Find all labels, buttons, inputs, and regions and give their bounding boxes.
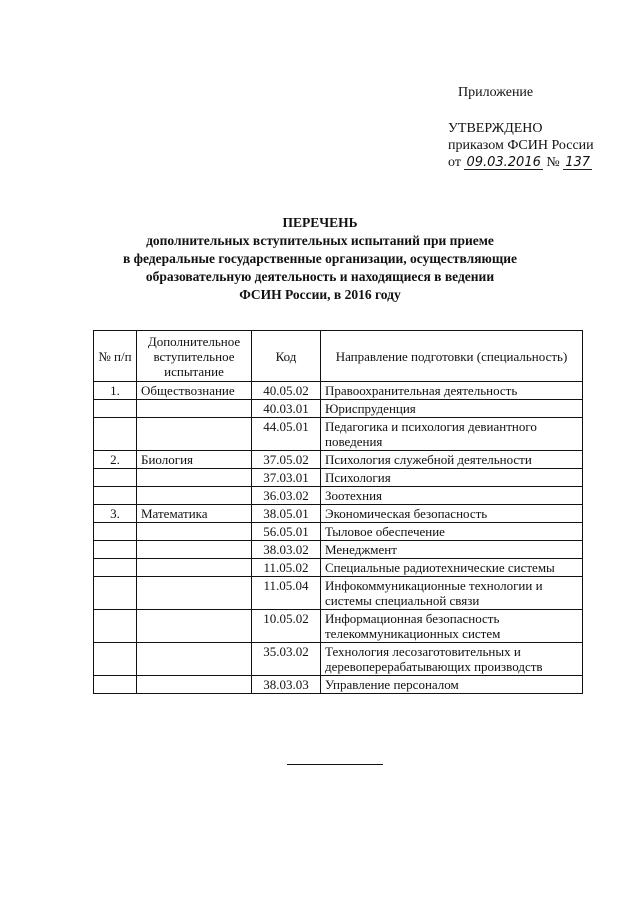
footer-divider <box>287 764 383 765</box>
header-num: № п/п <box>94 331 137 382</box>
title-line-3: в федеральные государственные организации, осуществляющие <box>122 251 518 266</box>
document-title <box>100 214 540 304</box>
row-code: 35.03.02 <box>252 643 321 676</box>
title-line-4: образовательную деятельность и находящиеся в ведении <box>145 269 495 284</box>
table-row <box>94 469 583 487</box>
table-row <box>94 577 583 610</box>
row-code: 36.03.02 <box>252 487 321 505</box>
row-code: 56.05.01 <box>252 523 321 541</box>
row-direction: Психология служебной деятельности <box>321 451 583 469</box>
appendix-label: Приложение <box>458 85 534 100</box>
table-row <box>94 487 583 505</box>
row-direction: Тыловое обеспечение <box>321 523 583 541</box>
row-direction: Юриспруденция <box>321 400 583 418</box>
table-row <box>94 400 583 418</box>
row-direction: Управление персоналом <box>321 676 583 694</box>
table-row <box>94 610 583 643</box>
row-code: 11.05.04 <box>252 577 321 610</box>
row-code: 10.05.02 <box>252 610 321 643</box>
table-row <box>94 541 583 559</box>
header-exam: Дополнительное вступительное испытание <box>137 331 252 382</box>
table-row <box>94 505 583 523</box>
table-row <box>94 643 583 676</box>
title-line-5: ФСИН России, в 2016 году <box>239 287 401 302</box>
row-code: 37.03.01 <box>252 469 321 487</box>
row-exam: Биология <box>137 451 252 469</box>
row-code: 38.03.03 <box>252 676 321 694</box>
table-header-row <box>94 331 583 382</box>
table-row <box>94 676 583 694</box>
order-date: 09.03.2016 <box>466 155 541 170</box>
table-row <box>94 523 583 541</box>
title-line-2: дополнительных вступительных испытаний при приеме <box>146 233 494 248</box>
row-direction: Правоохранительная деятельность <box>321 382 583 400</box>
row-direction: Специальные радиотехнические системы <box>321 559 583 577</box>
exams-table <box>93 330 583 694</box>
row-direction: Педагогика и психология девиантного поведения <box>321 418 583 451</box>
table-row <box>94 559 583 577</box>
order-number-prefix: № <box>546 155 560 170</box>
order-date-line <box>448 154 594 171</box>
row-code: 40.05.02 <box>252 382 321 400</box>
row-direction: Менеджмент <box>321 541 583 559</box>
order-number: 137 <box>565 155 591 170</box>
approval-stamp <box>448 120 594 171</box>
row-num: 3. <box>94 505 137 523</box>
order-by-label: приказом ФСИН России <box>448 138 594 153</box>
title-line-1: ПЕРЕЧЕНЬ <box>282 215 358 230</box>
approved-label: УТВЕРЖДЕНО <box>448 121 543 136</box>
header-direction: Направление подготовки (специальность) <box>321 331 583 382</box>
order-from-prefix: от <box>448 155 461 170</box>
row-direction: Зоотехния <box>321 487 583 505</box>
row-num: 2. <box>94 451 137 469</box>
header-code: Код <box>252 331 321 382</box>
table-row <box>94 451 583 469</box>
row-code: 11.05.02 <box>252 559 321 577</box>
row-direction: Технология лесозаготовительных и деревоперерабатывающих производств <box>321 643 583 676</box>
row-exam: Математика <box>137 505 252 523</box>
row-num: 1. <box>94 382 137 400</box>
row-exam: Обществознание <box>137 382 252 400</box>
table-row <box>94 418 583 451</box>
row-direction: Экономическая безопасность <box>321 505 583 523</box>
row-code: 40.03.01 <box>252 400 321 418</box>
row-code: 38.03.02 <box>252 541 321 559</box>
row-code: 37.05.02 <box>252 451 321 469</box>
row-code: 44.05.01 <box>252 418 321 451</box>
table-row <box>94 382 583 400</box>
row-code: 38.05.01 <box>252 505 321 523</box>
row-direction: Информационная безопасность телекоммуникационных систем <box>321 610 583 643</box>
row-direction: Инфокоммуникационные технологии и системы специальной связи <box>321 577 583 610</box>
row-direction: Психология <box>321 469 583 487</box>
